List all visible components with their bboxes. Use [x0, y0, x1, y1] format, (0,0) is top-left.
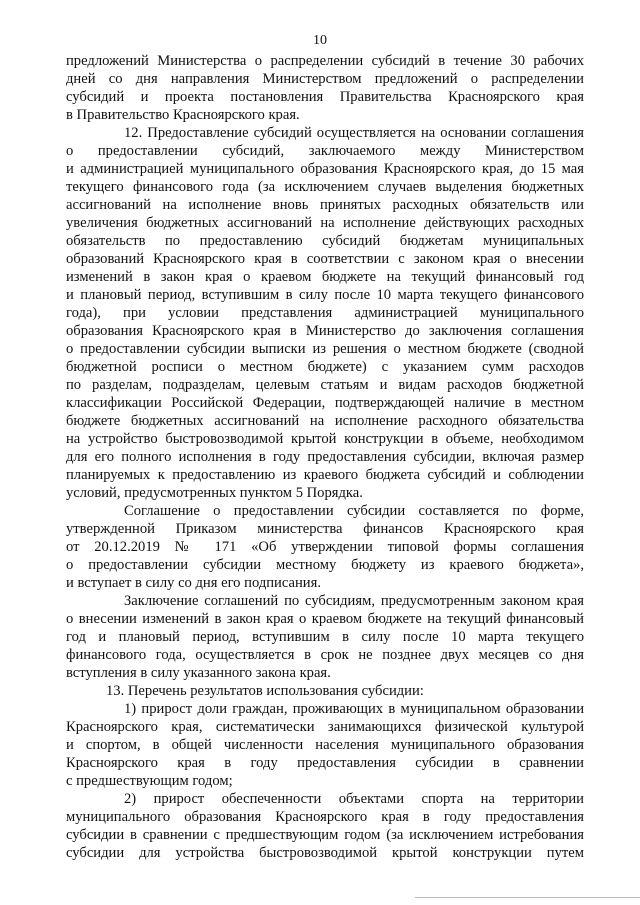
- text-line: муниципального образования Красноярского края в году предоставления: [66, 809, 584, 825]
- text-line: бюджетной росписи о местном бюджете) с указанием сумм расходов: [66, 359, 584, 375]
- text-line: о внесении изменений в закон края о краевом бюджете на текущий финансовый: [66, 611, 584, 627]
- text-line: от 20.12.2019 № 171 «Об утверждении типовой формы соглашения: [66, 539, 584, 555]
- text-line: 12. Предоставление субсидий осуществляется на основании соглашения: [124, 125, 584, 141]
- text-line: изменений в закон края о краевом бюджете на текущий финансовый год: [66, 269, 584, 285]
- text-line: увеличения бюджетных ассигнований на исполнение действующих расходных: [66, 215, 584, 231]
- text-line: Соглашение о предоставлении субсидии составляется по форме,: [124, 503, 584, 519]
- text-line: и плановый период, вступившим в силу после 10 марта текущего финансового: [66, 287, 584, 303]
- text-line: планируемых к предоставлению из краевого бюджета субсидий и соблюдении: [66, 467, 584, 483]
- text-line: образования Красноярского края в Министерство до заключения соглашения: [66, 323, 584, 339]
- text-line: субсидии для устройства быстровозводимой крытой конструкции путем: [66, 845, 584, 861]
- text-line: и спортом, в общей численности населения муниципального образования: [66, 737, 584, 753]
- scan-edge-line: [415, 897, 640, 898]
- text-line: год и плановый период, вступившим в силу после 10 марта текущего: [66, 629, 584, 645]
- text-line: по разделам, подразделам, целевым статьям и видам расходов бюджетной: [66, 377, 584, 393]
- page-number: 10: [313, 33, 327, 48]
- text-line: субсидии в сравнении с предшествующим годом (за исключением истребования: [66, 827, 584, 843]
- text-line: с предшествующим годом;: [66, 773, 233, 789]
- text-line: образований Красноярского края в соответствии с законом края о внесении: [66, 251, 584, 267]
- text-line: классификации Российской Федерации, подтверждающей наличие в местном: [66, 395, 584, 411]
- text-line: в Правительство Красноярского края.: [66, 107, 300, 123]
- text-line: дней со дня направления Министерством предложений о распределении: [66, 71, 584, 87]
- text-line: о предоставлении субсидий, заключаемого между Министерством: [66, 143, 584, 159]
- text-line: финансового года, осуществляется в срок не позднее двух месяцев со дня: [66, 647, 584, 663]
- text-line: 1) прирост доли граждан, проживающих в муниципальном образовании: [124, 701, 584, 717]
- text-line: вступления в силу указанного закона края.: [66, 665, 331, 681]
- text-line: 2) прирост обеспеченности объектами спорта на территории: [124, 791, 584, 807]
- text-line: утвержденной Приказом министерства финансов Красноярского края: [66, 521, 584, 537]
- text-line: предложений Министерства о распределении субсидий в течение 30 рабочих: [66, 53, 584, 69]
- text-line: и вступает в силу со дня его подписания.: [66, 575, 321, 591]
- text-line: обязательств по предоставлению субсидий бюджетам муниципальных: [66, 233, 584, 249]
- text-line: на устройство быстровозводимой крытой конструкции в объеме, необходимом: [66, 431, 584, 447]
- text-line: о предоставлении субсидии выписки из решения о местном бюджете (сводной: [66, 341, 584, 357]
- text-line: и администрацией муниципального образования Красноярского края, до 15 мая: [66, 161, 584, 177]
- text-line: года), при условии представления администрацией муниципального: [66, 305, 584, 321]
- body-text: [66, 52, 584, 862]
- text-line: для его полного исполнения в году предоставления субсидии, включая размер: [66, 449, 584, 465]
- text-line: Красноярского края, систематически занимающихся физической культурой: [66, 719, 584, 735]
- text-line: субсидий и проекта постановления Правительства Красноярского края: [66, 89, 584, 105]
- text-line: Красноярского края в году предоставления субсидии в сравнении: [66, 755, 584, 771]
- text-line: бюджете бюджетных ассигнований на исполнение расходного обязательства: [66, 413, 584, 429]
- text-line: текущего финансового года (за исключением случаев выделения бюджетных: [66, 179, 584, 195]
- text-line: 13. Перечень результатов использования субсидии:: [106, 683, 424, 699]
- text-line: ассигнований на исполнение вновь принятых расходных обязательств или: [66, 197, 584, 213]
- text-line: Заключение соглашений по субсидиям, предусмотренным законом края: [124, 593, 584, 609]
- text-line: условий, предусмотренных пунктом 5 Порядка.: [66, 485, 363, 501]
- text-line: о предоставлении субсидии местному бюджету из краевого бюджета»,: [66, 557, 584, 573]
